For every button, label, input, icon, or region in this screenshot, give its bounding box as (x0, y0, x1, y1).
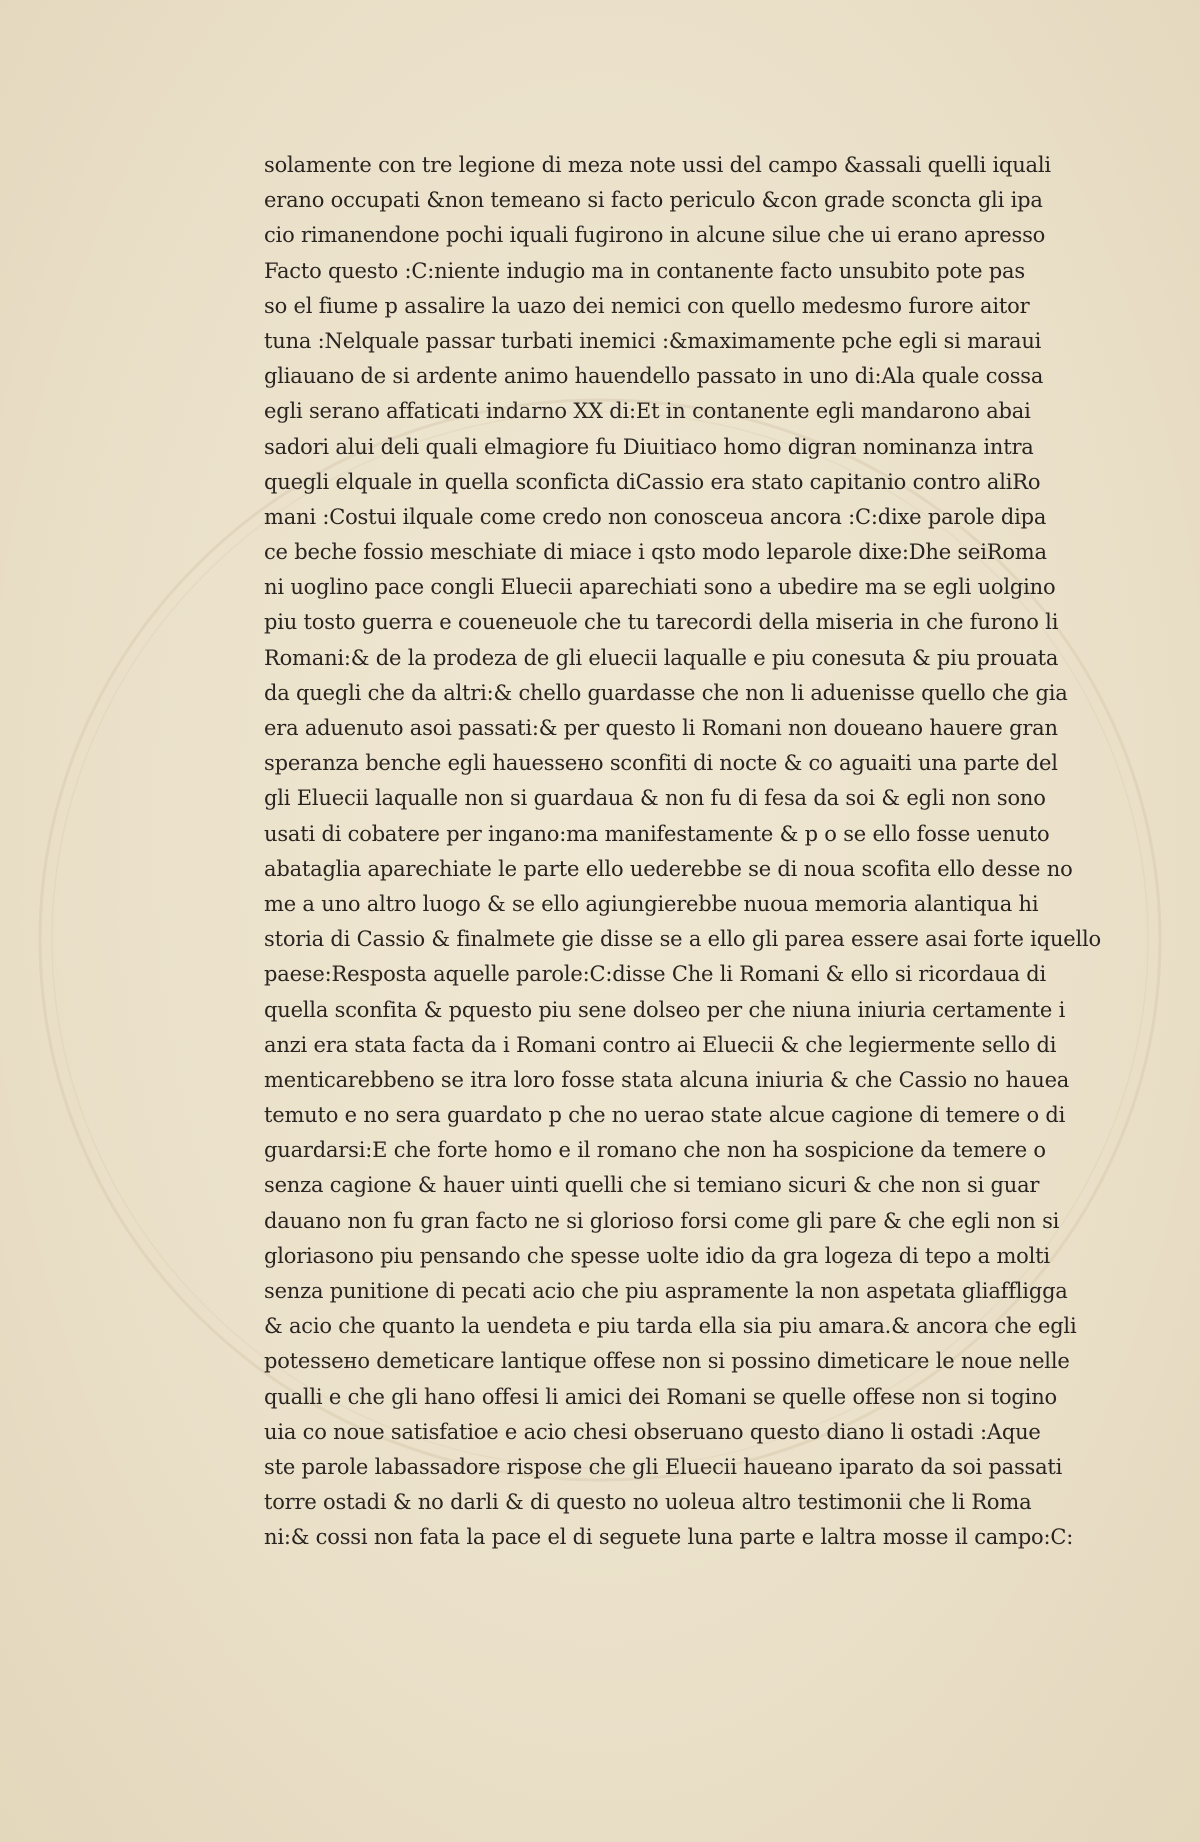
text-line: era aduenuto asoi passati:& per questo li Romani non doueano hauere gran (264, 716, 1058, 740)
text-line: ce beche fossio meschiate di miace i qsto modo leparole dixe:Dhe seiRoma (264, 540, 1047, 565)
text-line: tuna :Nelquale passar turbati inemici :&maximamente pche egli si marauі (264, 328, 1042, 353)
text-block (264, 148, 1104, 1556)
text-line: dauano non fu gran facto ne si glorioso forsi come gli pare & che egli non si (264, 1208, 1060, 1233)
text-line: potessено demeticare lantique offese non si possino dimeticare le noue nelle (264, 1349, 1070, 1374)
text-line: quella sconfita & pquesto piu sene dolseo per che niuna iniuria certamente i (264, 997, 1066, 1022)
text-line: egli serano affaticati indarno XX di:Et in contanente egli mandarono abai (264, 399, 1031, 424)
text-line: Romani:& de la prodeza de gli eluecii laqualle e piu conesuta & piu prouata (264, 645, 1059, 670)
text-line: abataglia aparechiate le parte ello uederebbe se di noua scofita ello desse no (264, 856, 1073, 881)
text-line: senza cagione & hauer uinti quelli che si temiano sicuri & che non si guar (264, 1173, 1040, 1198)
text-line: mani :Costui ilquale come credo non conosceua ancora :C:dixe parole dipa (264, 504, 1047, 529)
text-line: cio rimanendone pochi iquali fugirono in alcune silue che ui erano apresso (264, 223, 1046, 248)
text-line: storia di Cassio & finalmete gie disse se a ello gli parea essere asai forte iquello (264, 927, 1101, 952)
text-line: guardarsi:E che forte homo e il romano che non ha sospicione da temere o (264, 1138, 1046, 1163)
text-line: da quegli che da altri:& chello guardasse che non li aduenisse quello che gia (264, 680, 1068, 705)
text-line: Facto questo :C:niente indugio ma in contanente facto unsubito pote pas (264, 258, 1025, 283)
text-line: me a uno altro luogo & se ello agiungierebbe nuoua memoria alantiqua hi (264, 891, 1039, 916)
text-line: anzi era stata facta da i Romani contro ai Eluecii & che legiermente sello di (264, 1032, 1057, 1057)
text-line: uia co noue satisfatioe e acio chesi obseruano questo diano li ostadi :Aque (264, 1419, 1041, 1444)
text-line: torre ostadi & no darli & di questo no uoleua altro testimonii che li Roma (264, 1490, 1032, 1515)
text-line: erano occupati &non temeano si facto periculo &con grade sconcta gli ipa (264, 188, 1043, 213)
text-line: gloriasono piu pensando che spesse uolte idio da gra logeza di tepo a molti (264, 1243, 1050, 1268)
text-line: gliauano de si ardente animo hauendello passato in uno di:Ala quale cossa (264, 364, 1044, 389)
text-line: usati di cobatere per ingano:ma manifestamente & p o se ello fosse uenuto (264, 821, 1050, 846)
text-line: ste parole labassadore rispose che gli Eluecii haueano iparato da soi passati (264, 1454, 1063, 1479)
text-line: piu tosto guerra e coueneuole che tu tarecordi della miseria in che furono li (264, 610, 1059, 635)
text-line: menticarebbeno se itra loro fosse stata alcuna iniuria & che Cassio no hauea (264, 1067, 1070, 1092)
text-line: sadori alui deli quali elmagiore fu Diuitiaco homo digran nominanza intra (264, 434, 1034, 459)
text-line: & acio che quanto la uendeta e piu tarda ella sia piu amara.& ancora che egli (264, 1314, 1077, 1339)
text-line: speranza benche egli hauessено sconfiti di nocte & co aguaiti una parte del (264, 751, 1058, 776)
text-line: ni uoglino pace congli Eluecii aparechiati sono a ubedire ma se egli uolgino (264, 575, 1056, 600)
text-line: temuto e no sera guardato p che no uerao state alcue cagione di temere o di (264, 1103, 1066, 1128)
text-line: solamente con tre legione di meza note ussi del campo &assali quelli iquali (264, 153, 1051, 177)
text-line: ni:& cossi non fata la pace el di seguete luna parte e laltra mosse il campo:C: (264, 1525, 1074, 1550)
text-line: senza punitione di pecati acio che piu aspramente la non aspetata gliaffligga (264, 1279, 1068, 1303)
text-line: paese:Resposta aquelle parole:C:disse Che li Romani & ello si ricordaua di (264, 962, 1047, 987)
text-line: quegli elquale in quella sconficta diCassio era stato capitanio contro aliRo (264, 469, 1041, 494)
text-line: qualli e che gli hano offesi li amici dei Romani se quelle offese non si togino (264, 1384, 1057, 1409)
text-line: so el fiume p assalire la uazo dei nemici con quello medesmo furore aitor (264, 293, 1030, 318)
text-line: gli Eluecii laqualle non si guardaua & non fu di fesa da soi & egli non sono (264, 786, 1046, 811)
